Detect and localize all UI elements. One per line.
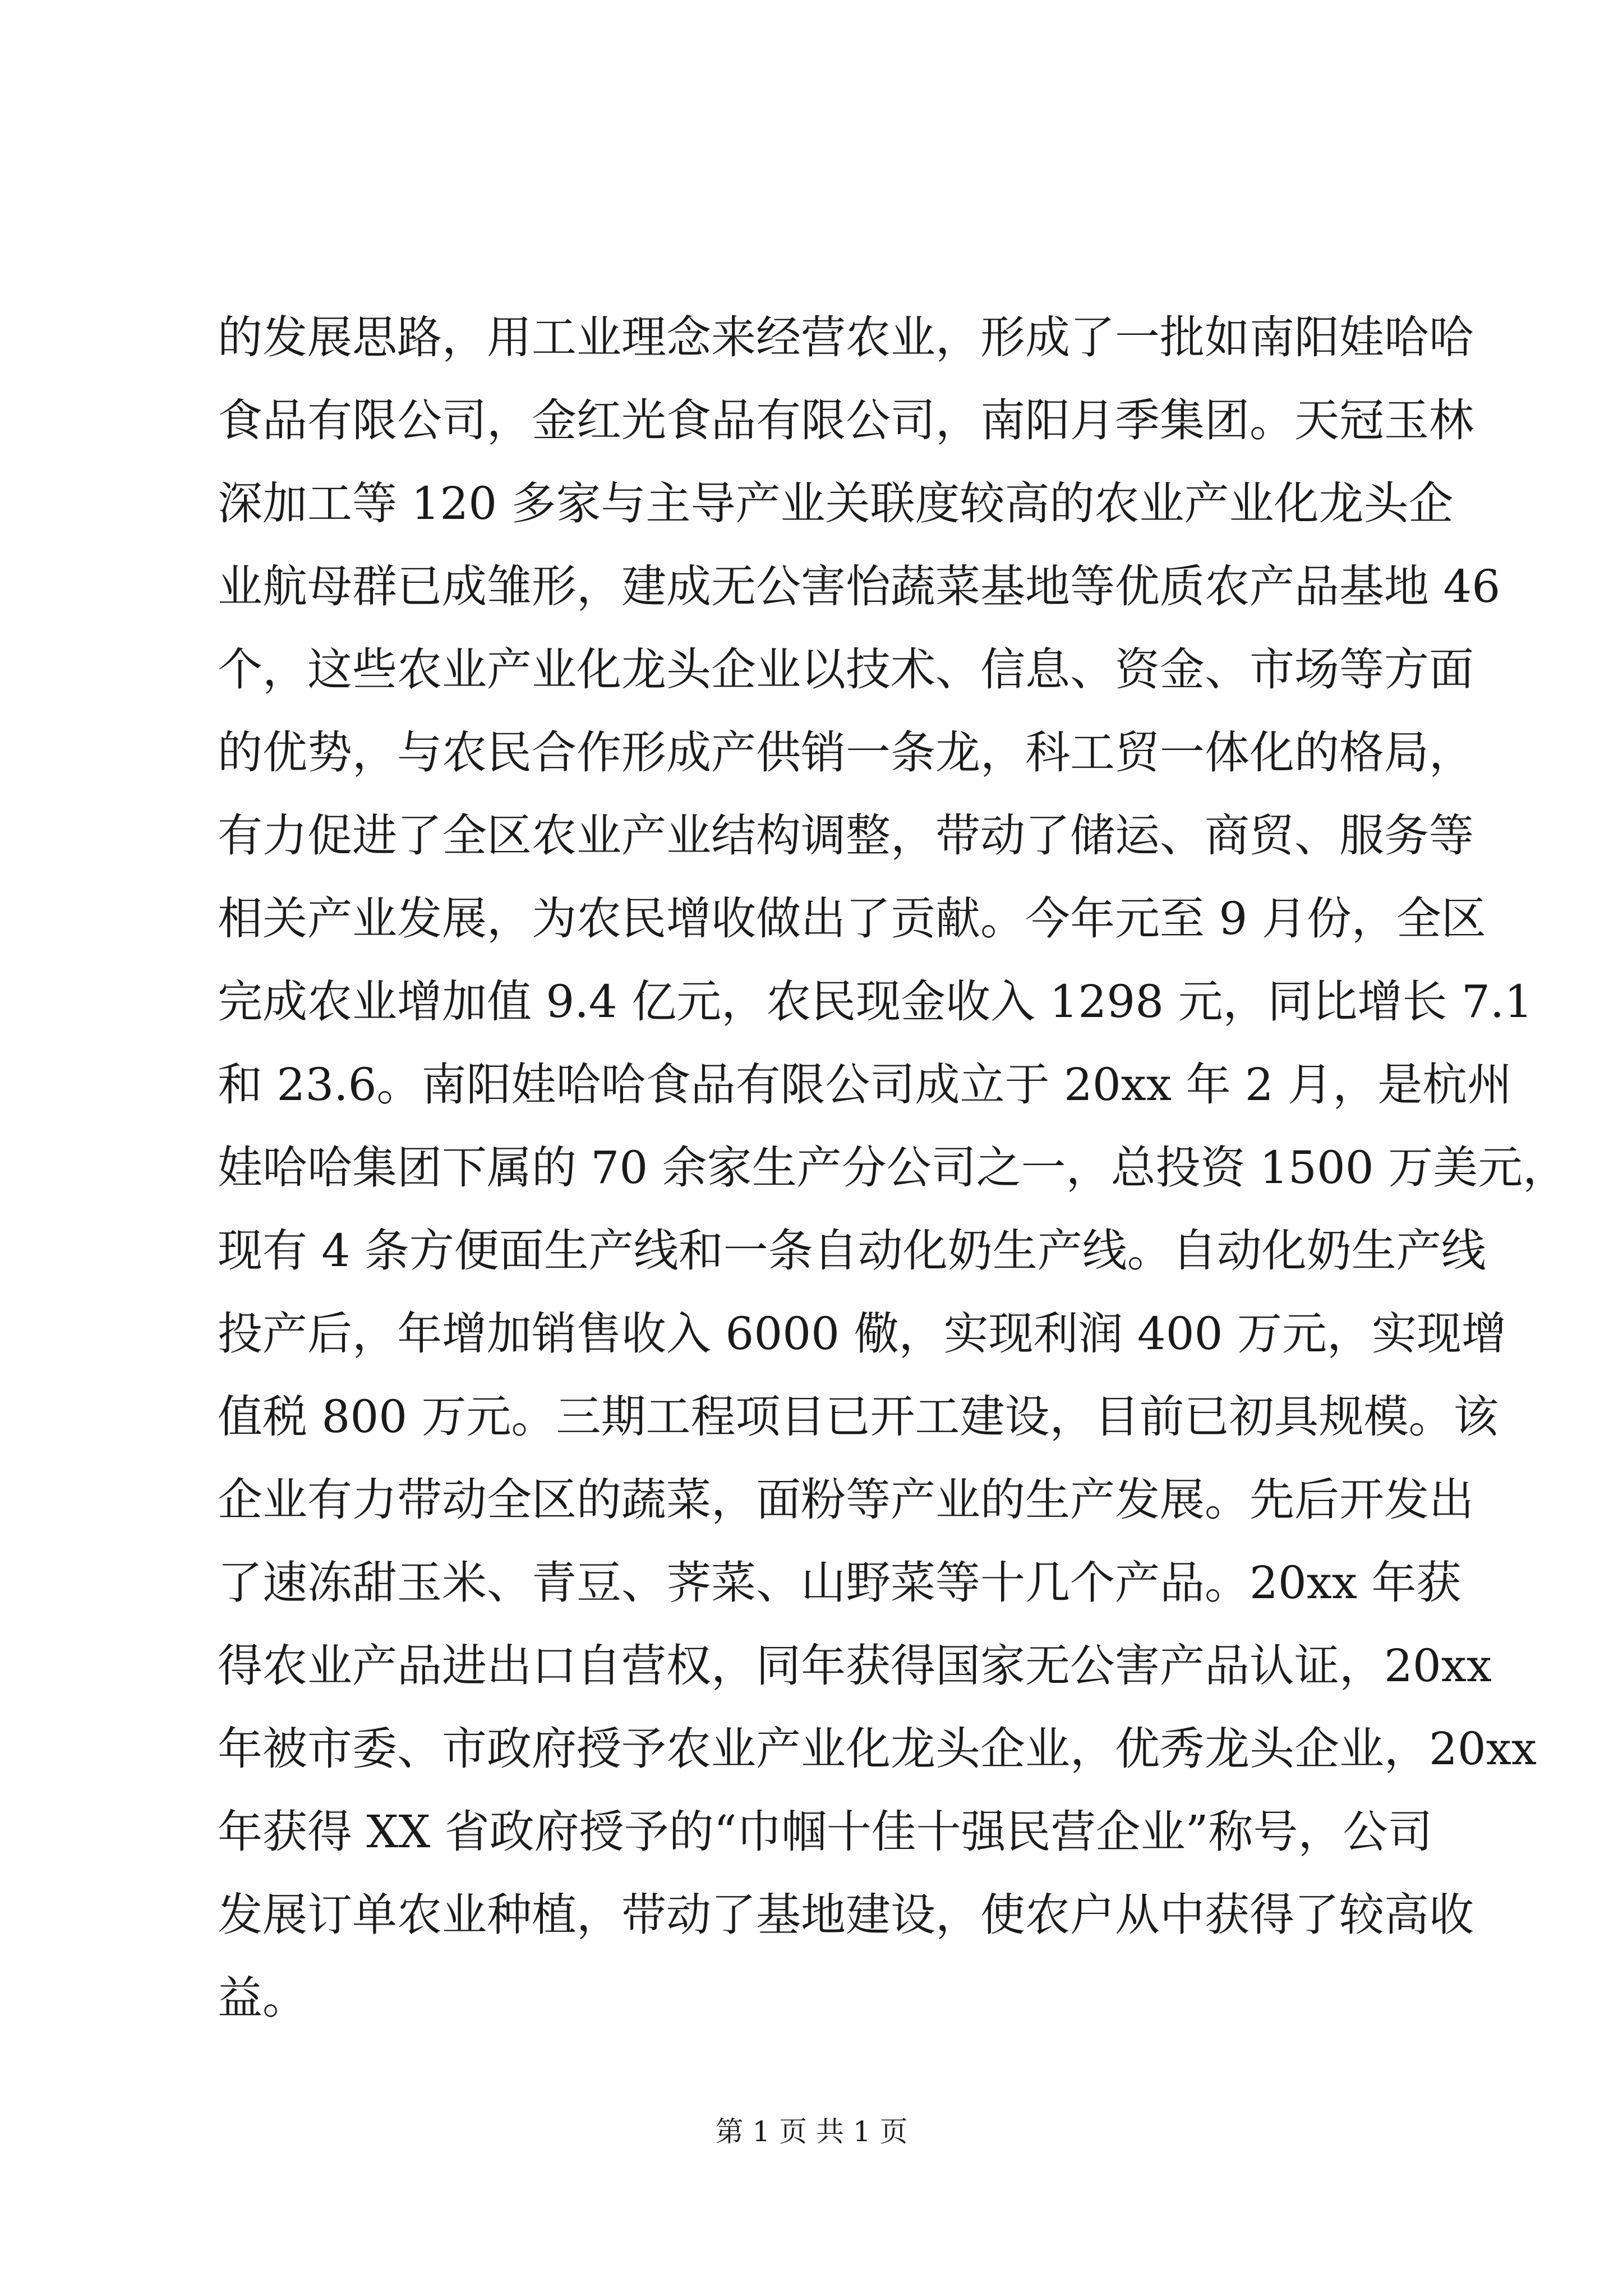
text-line: 发展订单农业种植，带动了基地建设，使农户从中获得了较高收 [218,1889,1474,1941]
text-line: 深加工等 120 多家与主导产业关联度较高的农业产业化龙头企 [218,477,1454,530]
body-paragraph [218,296,1568,2040]
text-line: 年获得 XX 省政府授予的“巾帼十佳十强民营企业”称号，公司 [218,1806,1433,1858]
text-line: 的优势，与农民合作形成产供销一条龙，科工贸一体化的格局， [218,726,1474,779]
text-line: 相关产业发展，为农民增收做出了贡献。今年元至 9 月份，全区 [218,892,1486,945]
text-line: 有力促进了全区农业产业结构调整，带动了储运、商贸、服务等 [218,809,1474,862]
text-line: 和 23.6。南阳娃哈哈食品有限公司成立于 20xx 年 2 月，是杭州 [218,1059,1513,1111]
text-line: 食品有限公司，金红光食品有限公司，南阳月季集团。天冠玉林 [218,394,1474,447]
text-line: 完成农业增加值 9.4 亿元，农民现金收入 1298 元，同比增长 7.1 [218,976,1533,1028]
page-number: 第 1 页 共 1 页 [715,2115,908,2148]
text-line: 业航母群已成雏形，建成无公害怡蔬菜基地等优质农产品基地 46 [218,560,1501,613]
text-line: 值税 800 万元。三期工程项目已开工建设，目前已初具规模。该 [218,1391,1498,1443]
text-line: 益。 [218,1972,307,2024]
text-line: 个，这些农业产业化龙头企业以技术、信息、资金、市场等方面 [218,643,1474,696]
text-line: 年被市委、市政府授予农业产业化龙头企业，优秀龙头企业，20xx [218,1723,1537,1775]
text-line: 了速冻甜玉米、青豆、荠菜、山野菜等十几个产品。20xx 年获 [218,1557,1461,1609]
text-line: 企业有力带动全区的蔬菜，面粉等产业的生产发展。先后开发出 [218,1474,1474,1526]
text-line: 的发展思路，用工业理念来经营农业，形成了一批如南阳娃哈哈 [218,311,1474,364]
text-line: 娃哈哈集团下属的 70 余家生产分公司之一，总投资 1500 万美元， [218,1142,1568,1194]
text-line: 投产后，年增加销售收入 6000 儆，实现利润 400 万元，实现增 [218,1308,1507,1360]
text-line: 现有 4 条方便面生产线和一条自动化奶生产线。自动化奶生产线 [218,1225,1486,1277]
text-line: 得农业产品进出口自营权，同年获得国家无公害产品认证，20xx [218,1640,1492,1692]
